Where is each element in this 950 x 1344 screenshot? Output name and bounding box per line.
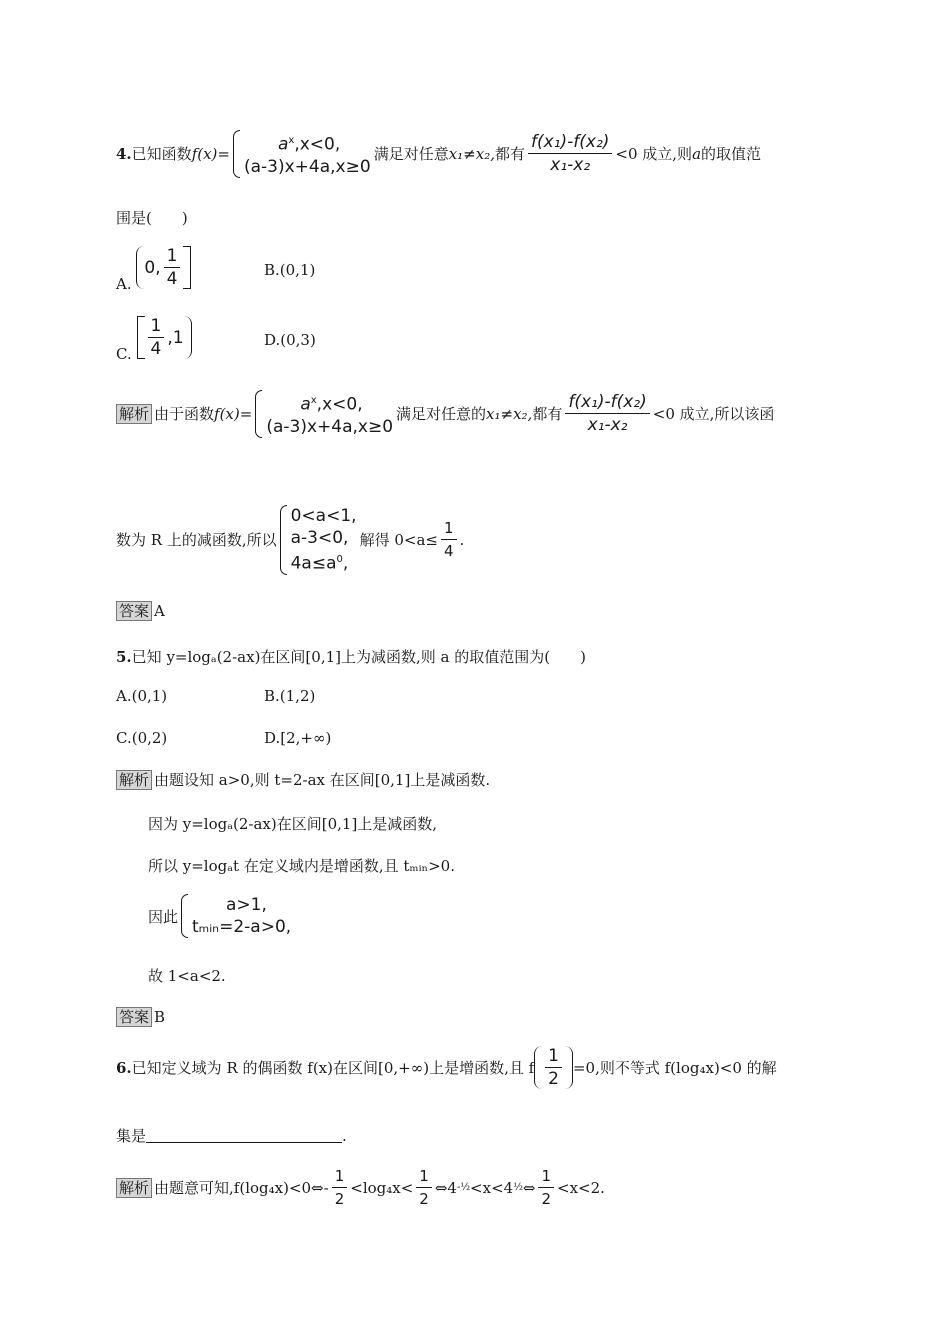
q4-option-b[interactable]: B.(0,1)	[264, 260, 316, 279]
q4-solution-line1: 解析 由于函数 f(x) = $a^x,x<0$, (a-3)x+4a,x≥0 满足对任意的 x₁≠x₂, 都有 $\frac{\text{f(x₁)-f(x₂)}}{\text{x₁-x₂}}$ <0 成立,所以该函	[116, 390, 832, 438]
q4-case1-tail: ,x<0,	[294, 134, 341, 155]
q4-eq: =	[217, 144, 230, 163]
q5-options-cd	[116, 729, 832, 747]
q4-text: 都有	[495, 145, 526, 164]
q4-piecewise	[233, 130, 371, 178]
q4-options-cd	[116, 316, 832, 363]
q4-case2: (a-3)x+4a,x≥0	[243, 156, 371, 177]
q5-option-d[interactable]: D.[2,+∞)	[264, 729, 332, 747]
q4-solution-line2: 数为 R 上的减函数,所以 0<a<1, a-3<0, $4a\le a^0$, 解得 0<a≤ $\frac{1}{4}$ .	[116, 506, 465, 574]
q5-answer	[116, 1007, 832, 1027]
q4-text: 已知函数	[131, 145, 192, 164]
q4-var: a	[692, 144, 702, 163]
solution-tag: 解析	[116, 404, 152, 424]
q4-number: 4.	[116, 144, 132, 163]
q5-option-b[interactable]: B.(1,2)	[264, 687, 316, 705]
q4-option-c[interactable]: C. $\frac{1}{4}$ ,1	[116, 316, 264, 363]
q4-text: 满足对任意	[373, 145, 449, 164]
q5-options-ab	[116, 687, 832, 705]
q5-solution-line3: 所以 y=logₐt 在定义域内是增函数,且 tₘᵢₙ>0.	[148, 857, 455, 875]
q6-answer-blank[interactable]	[146, 1128, 342, 1143]
answer-tag: 答案	[116, 601, 152, 621]
solution-tag: 解析	[116, 770, 152, 790]
q4-fraction: $\frac{\text{f(x₁)-f(x₂)}}{\text{x₁-x₂}}$	[528, 132, 612, 175]
q5-solution-line4: 因此 a>1, tₘᵢₙ=2-a>0,	[148, 895, 292, 937]
solution-tag: 解析	[116, 1178, 152, 1198]
q4-fx: f(x)	[191, 144, 218, 163]
q4-sol-piecewise: $a^x,x<0$, (a-3)x+4a,x≥0	[255, 390, 393, 438]
q4-option-d[interactable]: D.(0,3)	[264, 330, 316, 349]
q6-stem-line1: 6. 已知定义域为 R 的偶函数 f(x)在区间[0,+∞)上是增函数,且 f $\frac{1}{2}$ =0,则不等式 f(log₄x)<0 的解	[116, 1046, 777, 1089]
q5-stem: 5. 已知 y=logₐ(2-ax)在区间[0,1]上为减函数,则 a 的取值范围为( )	[116, 647, 586, 666]
q4-answer	[116, 601, 832, 621]
q4-options-ab	[116, 246, 832, 293]
q4-option-a[interactable]: A. 0, $\frac{1}{4}$	[116, 246, 264, 293]
q5-number: 5.	[116, 647, 132, 666]
q5-system: a>1, tₘᵢₙ=2-a>0,	[181, 894, 291, 938]
q4-stem-line2: 围是( )	[116, 209, 188, 227]
q5-option-c[interactable]: C.(0,2)	[116, 729, 168, 747]
q4-case1: a	[277, 134, 289, 155]
q5-answer-value: B	[154, 1008, 166, 1026]
q5-solution-line5: 故 1<a<2.	[148, 967, 226, 985]
q4-neq: x₁≠x₂,	[448, 144, 495, 163]
q6-solution: 解析 由题意可知,f(log₄x)<0⇔- $\frac{1}{2}$ <log₄x< $\frac{1}{2}$ ⇔4 -½ <x<4 ½ ⇔ $\frac{1}{2}$ <x<2.	[116, 1166, 832, 1209]
answer-tag: 答案	[116, 1007, 152, 1027]
q5-solution-line1: 解析 由题设知 a>0,则 t=2-ax 在区间[0,1]上是减函数.	[116, 769, 832, 790]
q6-stem-line2: 集是 .	[116, 1126, 347, 1145]
q4-system: 0<a<1, a-3<0, $4a\le a^0$,	[280, 505, 357, 575]
q4-text: <0 成立,则	[615, 145, 693, 164]
q5-option-a[interactable]: A.(0,1)	[116, 687, 168, 705]
q5-solution-line2: 因为 y=logₐ(2-ax)在区间[0,1]上是减函数,	[148, 815, 438, 833]
q4-stem-line1	[116, 130, 832, 178]
q4-answer-value: A	[154, 602, 165, 620]
q4-case1-sup: x	[288, 135, 295, 146]
q4-text: 的取值范	[701, 145, 762, 164]
q6-number: 6.	[116, 1058, 132, 1077]
